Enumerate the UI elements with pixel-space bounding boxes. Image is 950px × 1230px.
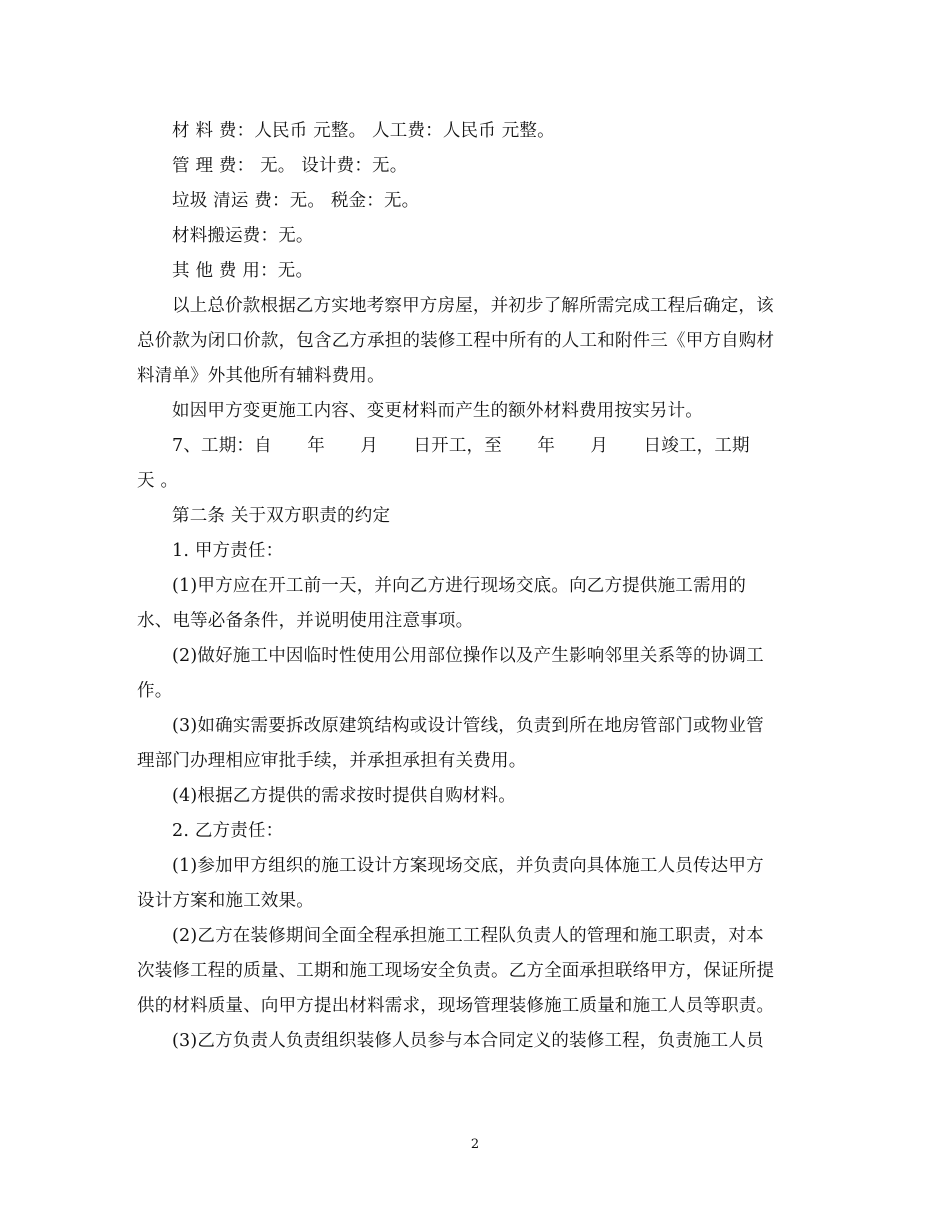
text-line: 总价款为闭口价款，包含乙方承担的装修工程中所有的人工和附件三《甲方自购材 (137, 331, 775, 351)
text-line: 7、工期：自 年 月 日开工，至 年 月 日竣工，工期 (172, 436, 750, 456)
text-line: (3)如确实需要拆改原建筑结构或设计管线，负责到所在地房管部门或物业管 (172, 716, 764, 736)
text-line: 1. 甲方责任： (172, 541, 284, 561)
text-line: 垃圾 清运 费：无。 税金：无。 (172, 191, 420, 211)
text-line: 作。 (137, 681, 173, 701)
text-line: (1)参加甲方组织的施工设计方案现场交底，并负责向具体施工人员传达甲方 (172, 856, 764, 876)
text-line: 材料搬运费：无。 (172, 226, 314, 246)
text-line: 管 理 费： 无。 设计费：无。 (172, 156, 408, 176)
page-number: 2 (470, 1137, 480, 1152)
text-line: 次装修工程的质量、工期和施工现场安全负责。乙方全面承担联络甲方，保证所提 (137, 961, 775, 981)
text-line: 天 。 (137, 471, 179, 491)
text-line: 理部门办理相应审批手续，并承担承担有关费用。 (137, 751, 527, 771)
text-line: (1)甲方应在开工前一天，并向乙方进行现场交底。向乙方提供施工需用的 (172, 576, 747, 596)
text-line: 其 他 费 用：无。 (172, 261, 314, 281)
text-line: 第二条 关于双方职责的约定 (172, 506, 391, 526)
text-line: 2. 乙方责任： (172, 821, 284, 841)
text-line: (2)做好施工中因临时性使用公用部位操作以及产生影响邻里关系等的协调工 (172, 646, 764, 666)
text-line: (2)乙方在装修期间全面全程承担施工工程队负责人的管理和施工职责，对本 (172, 926, 764, 946)
text-line: 水、电等必备条件，并说明使用注意事项。 (137, 611, 474, 631)
text-line: 供的材料质量、向甲方提出材料需求，现场管理装修施工质量和施工人员等职责。 (137, 996, 775, 1016)
text-line: (3)乙方负责人负责组织装修人员参与本合同定义的装修工程，负责施工人员 (172, 1031, 764, 1051)
document-body (137, 114, 817, 1059)
text-line: (4)根据乙方提供的需求按时提供自购材料。 (172, 786, 516, 806)
text-line: 设计方案和施工效果。 (137, 891, 314, 911)
text-line: 如因甲方变更施工内容、变更材料而产生的额外材料费用按实另计。 (172, 401, 703, 421)
text-line: 料清单》外其他所有辅料费用。 (137, 366, 385, 386)
text-line: 以上总价款根据乙方实地考察甲方房屋，并初步了解所需完成工程后确定，该 (172, 296, 774, 316)
text-line: 材 料 费：人民币 元整。 人工费：人民币 元整。 (172, 121, 555, 141)
